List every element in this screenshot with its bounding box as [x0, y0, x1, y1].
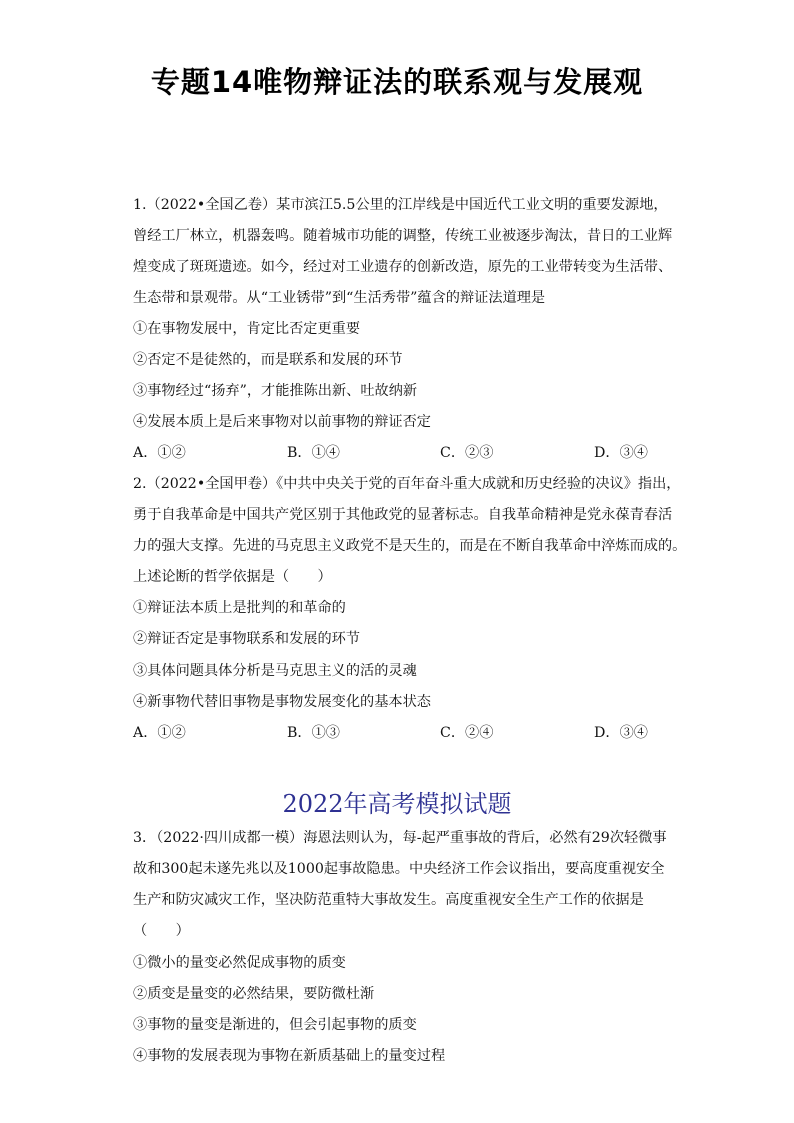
question-1-stem-line: 生态带和景观带。从“工业锈带”到“生活秀带”蕴含的辩证法道理是 — [133, 290, 546, 306]
option-c: C．②③ — [440, 445, 494, 461]
question-2-statement: ②辩证否定是事物联系和发展的环节 — [133, 631, 361, 647]
question-1-stem-line: 1.（2022•全国乙卷）某市滨江5.5公里的江岸线是中国近代工业文明的重要发源地， — [133, 197, 668, 213]
question-3-stem-line: 故和300起未遂先兆以及1000起事故隐患。中央经济工作会议指出，要高度重视安全 — [133, 861, 665, 877]
option-b: B．①③ — [287, 725, 340, 741]
question-2-statement: ①辩证法本质上是批判的和革命的 — [133, 600, 346, 616]
question-1-statement: ④发展本质上是后来事物对以前事物的辩证否定 — [133, 414, 431, 430]
question-2-stem-line: 上述论断的哲学依据是（ ） — [133, 569, 332, 585]
option-d: D．③④ — [594, 725, 648, 741]
section-heading: 2022年高考模拟试题 — [282, 790, 512, 818]
question-3-stem-line: （ ） — [133, 923, 190, 939]
option-a: A．①② — [133, 725, 186, 741]
question-1-statement: ①在事物发展中，肯定比否定更重要 — [133, 321, 361, 337]
question-2-stem-line: 勇于自我革命是中国共产党区别于其他政党的显著标志。自我革命精神是党永葆青春活 — [133, 507, 673, 523]
question-2-statement: ③具体问题具体分析是马克思主义的活的灵魂 — [133, 663, 417, 679]
question-1-stem-line: 煌变成了斑斑遗迹。如今，经过对工业遗存的创新改造，原先的工业带转变为生活带、 — [133, 259, 673, 275]
question-1-statement: ③事物经过“扬弃”，才能推陈出新、吐故纳新 — [133, 383, 418, 399]
page-title: 专题14唯物辩证法的联系观与发展观 — [150, 65, 644, 99]
question-2-stem-line: 2.（2022•全国甲卷）《中共中央关于党的百年奋斗重大成就和历史经验的决议》指出， — [133, 476, 681, 492]
question-1-statement: ②否定不是徒然的，而是联系和发展的环节 — [133, 352, 403, 368]
question-1-stem-line: 曾经工厂林立，机器轰鸣。随着城市功能的调整，传统工业被逐步淘汰，昔日的工业辉 — [133, 228, 673, 244]
option-b: B．①④ — [287, 445, 340, 461]
question-2-stem-line: 力的强大支撑。先进的马克思主义政党不是天生的，而是在不断自我革命中淬炼而成的。 — [133, 538, 687, 554]
option-a: A．①② — [133, 445, 186, 461]
question-3-statement: ③事物的量变是渐进的，但会引起事物的质变 — [133, 1017, 417, 1033]
question-2-statement: ④新事物代替旧事物是事物发展变化的基本状态 — [133, 694, 431, 710]
question-3-statement: ④事物的发展表现为事物在新质基础上的量变过程 — [133, 1048, 446, 1064]
question-3-statement: ②质变是量变的必然结果，要防微杜渐 — [133, 986, 375, 1002]
question-3-stem-line: 生产和防灾减灾工作，坚决防范重特大事故发生。高度重视安全生产工作的依据是 — [133, 892, 644, 908]
option-c: C．②④ — [440, 725, 494, 741]
option-d: D．③④ — [594, 445, 648, 461]
question-3-statement: ①微小的量变必然促成事物的质变 — [133, 955, 346, 971]
question-3-stem-line: 3．（2022·四川成都一模）海恩法则认为，每-起严重事故的背后，必然有29次轻微事 — [133, 830, 667, 846]
